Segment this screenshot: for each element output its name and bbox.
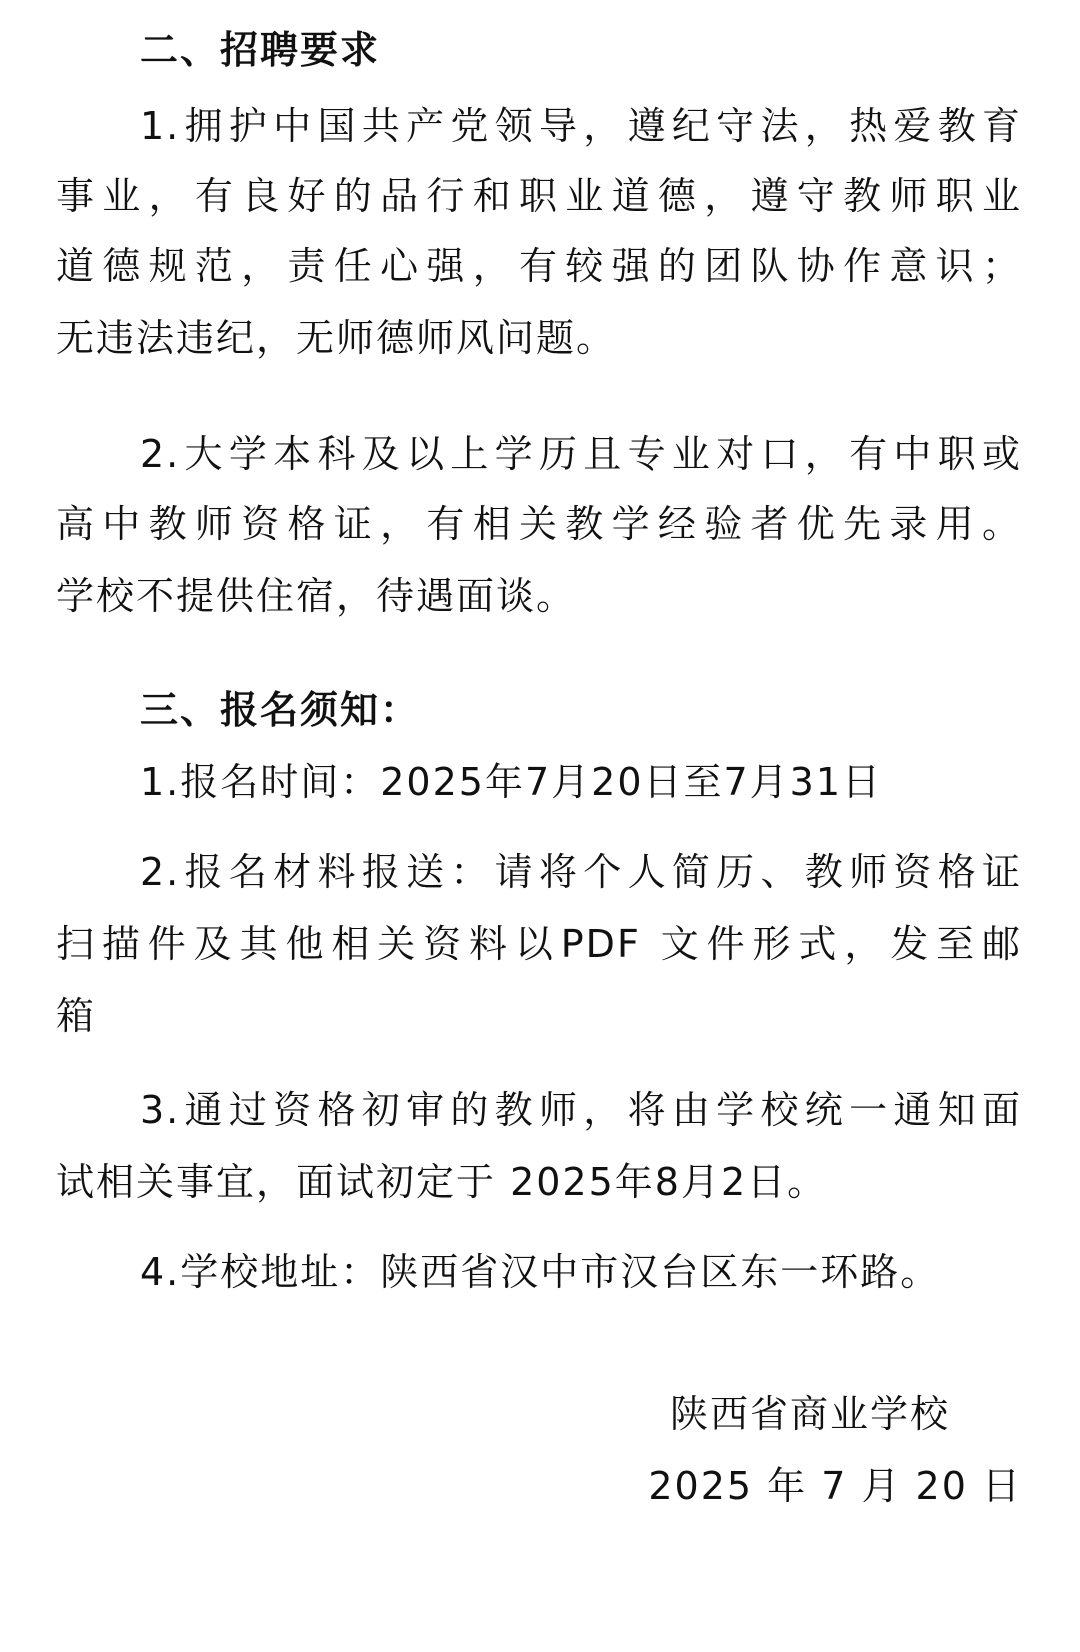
paragraph-line: 4.学校地址：陕西省汉中市汉台区东一环路。 bbox=[140, 1250, 941, 1294]
paragraph-line: 2.报名材料报送：请将个人简历、教师资格证 bbox=[140, 850, 1022, 894]
paragraph-line: 事业，有良好的品行和职业道德，遵守教师职业 bbox=[56, 174, 1022, 218]
paragraph-line: 1.报名时间：2025年7月20日至7月31日 bbox=[140, 760, 883, 804]
paragraph-line: 无违法违纪，无师德师风问题。 bbox=[56, 316, 617, 360]
section-heading-registration-notice: 三、报名须知： bbox=[140, 688, 421, 732]
paragraph-line: 高中教师资格证，有相关教学经验者优先录用。 bbox=[56, 502, 1022, 546]
signature-date: 2025 年 7 月 20 日 bbox=[648, 1464, 1022, 1508]
paragraph-line: 学校不提供住宿，待遇面谈。 bbox=[56, 574, 577, 618]
paragraph-line: 2.大学本科及以上学历且专业对口，有中职或 bbox=[140, 432, 1022, 476]
paragraph-line: 1.拥护中国共产党领导，遵纪守法，热爱教育 bbox=[140, 104, 1022, 148]
signature-organization: 陕西省商业学校 bbox=[669, 1392, 950, 1436]
paragraph-line: 扫描件及其他相关资料以PDF 文件形式，发至邮 bbox=[56, 922, 1022, 966]
paragraph-line: 箱 bbox=[56, 994, 97, 1038]
paragraph-line: 试相关事宜，面试初定于 2025年8月2日。 bbox=[56, 1160, 828, 1204]
paragraph-line: 3.通过资格初审的教师，将由学校统一通知面 bbox=[140, 1088, 1022, 1132]
section-heading-recruitment-requirements: 二、招聘要求 bbox=[140, 28, 381, 72]
paragraph-line: 道德规范，责任心强，有较强的团队协作意识； bbox=[56, 244, 1022, 288]
